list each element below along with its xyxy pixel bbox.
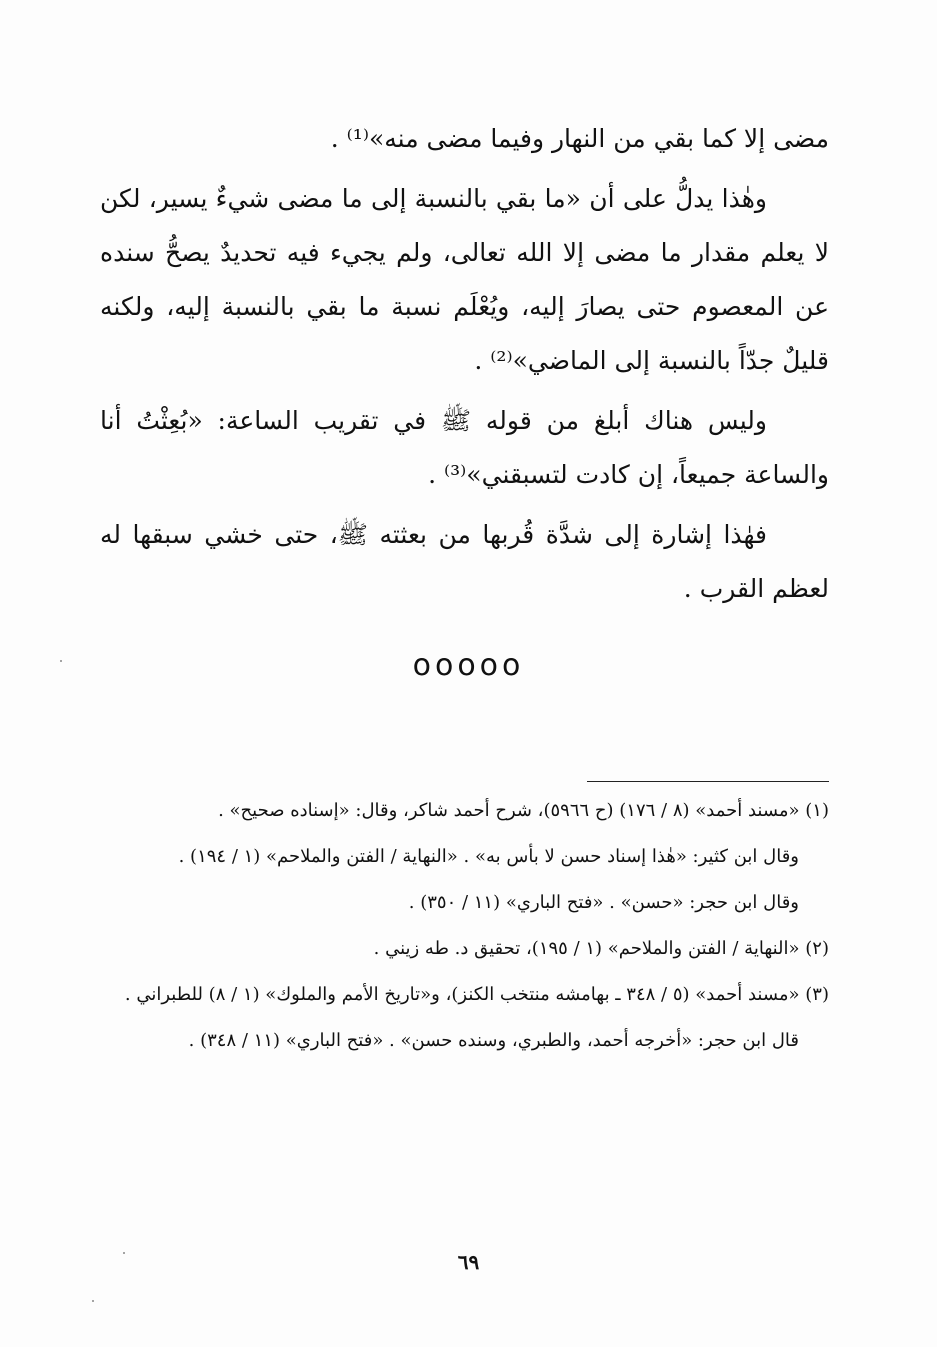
footnote-1-ibn-hajar: وقال ابن حجر: «حسن» . «فتح الباري» (١١ / ٣٥٠) . (408, 892, 799, 913)
section-separator-ornament: ooooo (412, 648, 525, 683)
paragraph-3: وليس هناك أبلغ من قوله ﷺ في تقريب الساعة: «بُعِثْتُ أنا والساعة جميعاً، إن كادت لتسبقني»⁽³⁾ . (100, 406, 829, 489)
footnote-2: (٢) «النهاية / الفتن والملاحم» (١ / ١٩٥)، تحقيق د. طه زيني . (373, 938, 829, 959)
paragraph-2: وهٰذا يدلُّ على أن «ما بقي بالنسبة إلى ما مضى شيءٌ يسير، لكن لا يعلم مقدار ما مضى إلا الله تعالى، ولم يجيء فيه تحديدٌ يصحُّ سنده عن المعصوم حتى يصارَ إليه، ويُعْلَم نسبة ما بقي بالنسبة إليه، ولكنه قليلٌ جدّاً بالنسبة إلى الماضي»⁽²⁾ . (100, 184, 829, 375)
footnote-1: (١) «مسند أحمد» (٨ / ١٧٦) (ح ٥٩٦٦)، شرح أحمد شاكر، وقال: «إسناده صحيح» . (218, 800, 829, 821)
footnote-divider (587, 781, 829, 782)
footnote-3-ibn-hajar: قال ابن حجر: «أخرجه أحمد، والطبري، وسنده حسن» . «فتح الباري» (١١ / ٣٤٨) . (188, 1030, 799, 1051)
scan-speck (60, 660, 62, 662)
page-number: ٦٩ (457, 1250, 480, 1274)
footnotes (100, 790, 829, 1066)
main-text (100, 112, 829, 622)
paragraph-1: مضى إلا كما بقي من النهار وفيما مضى منه»⁽¹⁾ . (330, 124, 829, 153)
footnote-3: (٣) «مسند أحمد» (٥ / ٣٤٨ ـ بهامشه منتخب الكنز)، و«تاريخ الأمم والملوك» (١ / ٨) للطبراني . (124, 984, 829, 1005)
paragraph-4: فهٰذا إشارة إلى شدَّة قُربها من بعثته ﷺ، حتى خشي سبقها له لعظم القرب . (100, 520, 829, 603)
scan-speck (123, 1252, 125, 1254)
scan-speck (92, 1300, 94, 1302)
footnote-1-ibn-kathir: وقال ابن كثير: «هٰذا إسناد حسن لا بأس به» . «النهاية / الفتن والملاحم» (١ / ١٩٤) . (178, 846, 799, 867)
